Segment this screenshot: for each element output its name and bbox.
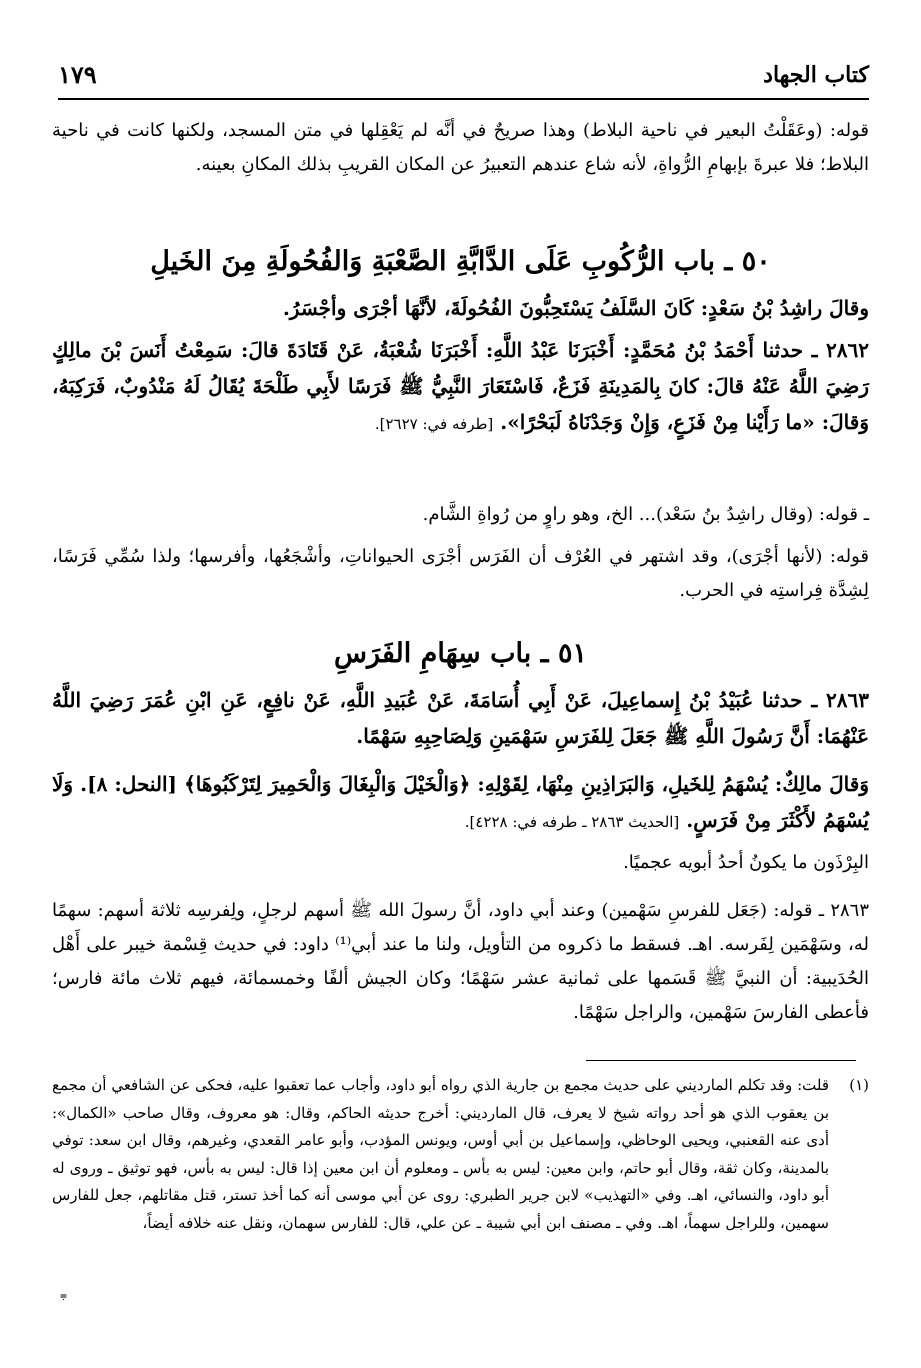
malik-text: وَقالَ مالِكٌ: يُسْهَمُ لِلخَيلِ، وَالبَرَاذِينِ مِنْهَا، لِقَوْلِهِ: ﴿وَالْخَيْلَ وَالْبِغَالَ وَالْحَمِيرَ لِتَرْكَبُوهَا﴾ [النحل: ٨]. وَلَا يُسْهَمُ لأَكْثَرَ مِنْ فَرَسٍ. (52, 772, 869, 832)
malik-statement (52, 766, 869, 840)
birdhawn-note: البِرْذَون ما يكونُ أحدُ أبويه عجميًا. (623, 852, 869, 873)
continuation-mark-icon: ⩦ (60, 1288, 68, 1302)
commentary-2863: ٢٨٦٣ ـ قوله: (جَعَل للفرسِ سَهْمين) وعند أبي داود، أنَّ رسولَ الله ﷺ أسهم لرجلٍ، ولِفرسِه ثلاثة أسهم: سهمًا له، وسَهْمَين لِفَرسه. اهـ. فسقط ما ذكروه من التأويل، ولنا ما عند أبي⁽¹⁾ داود: في حديث قِسْمة خيبر على أَهْل الحُدَيبية: أن النبيَّ ﷺ قَسَمها على ثمانية عشر سَهْمًا؛ وكان الجيش ألفًا وخمسمائة، فيهم ثلاث مائة فارس؛ فأعطى الفارسَ سَهْمين، والراجل سَهْمًا. (52, 900, 869, 1023)
hadith-2862 (52, 332, 869, 442)
hadith-2863: ٢٨٦٣ ـ حدثنا عُبَيْدُ بْنُ إِسماعِيلَ، عَنْ أَبِي أُسَامَةَ، عَنْ عُبَيدِ اللَّهِ، عَنْ نافِعٍ، عَنِ ابْنِ عُمَرَ رَضِيَ اللَّهُ عَنْهُمَا: أَنَّ رَسُولَ اللَّهِ ﷺ جَعَلَ لِلفَرَسِ سَهْمَينِ وَلِصَاحِبِهِ سَهْمًا. (52, 688, 869, 748)
footnote-separator (586, 1060, 856, 1061)
chapter-51-heading: ٥١ ـ باب سِهَامِ الفَرَسِ (334, 638, 587, 669)
footnote-1 (52, 1072, 869, 1237)
footnote-text: قلت: وقد تكلم المارديني على حديث مجمع بن جارية الذي رواه أبو داود، وأجاب عما تعقبوا عليه، فحكى عن الشافعي أن مجمع بن يعقوب الذي هو أحد رواته شيخ لا يعرف، قال المارديني: أخرج حديثه الحاكم، وقال: هو معروف، وقال صاحب «الكمال»: أدى عنه القعنبي، ويحيى الوحاظي، وإسماعيل بن أبي أوس، ويونس المؤدب، وأبو عامر القعدي، وغيرهم، وقال ابن سعد: توفي بالمدينة، وكان ثقة، وقال أبو حاتم، وابن معين: ليس به بأس ـ ومعلوم أن ابن معين إذا قال: ليس به بأس، فهو توثيق ـ وروى له أبو داود، والنسائي، اهـ. وفي «التهذيب» لابن جرير الطبري: روى عن أبي موسى أنه كما أخذ تستر، قتل مقاتلهم، جعل للفارس سهمين، وللراجل سهماً، اهـ. وفي ـ مصنف ابن أبي شيبة ـ عن علي، قال: للفارس سهمان، ونقل عنه خلافه أيضاً، (52, 1076, 829, 1232)
comment-ajra: قوله: (لأنها أجْرَى)، وقد اشتهر في العُرْف أن الفَرَس أجْرَى الحيواناتِ، وأشْجَعُها، وأفرسها؛ ولذا سُمِّي فَرَسًا، لِشِدَّة فِراستِه في الحرب. (52, 546, 869, 601)
comment-rashid: ـ قوله: (وقال راشِدُ بنُ سَعْد)... الخ، وهو راوٍ من رُواةِ الشَّام. (422, 504, 869, 525)
book-title: كتاب الجهاد (763, 62, 869, 88)
intro-commentary: قوله: (وعَقَلْتُ البعير في ناحية البلاط) وهذا صريحٌ في أنَّه لم يَعْقِلها في متن المسجد، ولكنها كانت في ناحية البلاط؛ فلا عبرةَ بإبهامِ الرُّواةِ، لأنه شاع عندهم التعبيرُ عن المكان القريبِ بذلك المكانِ بعينه. (52, 120, 869, 175)
hadith-2862-ref: [طرفه في: ٢٦٢٧]. (374, 415, 494, 433)
malik-ref: [الحديث ٢٨٦٣ ـ طرفه في: ٤٢٢٨]. (464, 813, 680, 831)
chapter-50-heading: ٥٠ ـ باب الرُّكُوبِ عَلَى الدَّابَّةِ الصَّعْبَةِ وَالفُحُولَةِ مِنَ الخَيلِ (150, 246, 771, 277)
footnote-marker: (١) (849, 1076, 869, 1094)
page-number: ١٧٩ (58, 60, 97, 89)
hadith-2862-text: ٢٨٦٢ ـ حدثنا أَحْمَدُ بْنُ مُحَمَّدٍ: أَخْبَرَنَا عَبْدُ اللَّهِ: أَخْبَرَنَا شُعْبَةُ، عَنْ قَتَادَةَ قالَ: سَمِعْتُ أَنَسَ بْنَ مالِكٍ رَضِيَ اللَّهُ عَنْهُ قالَ: كانَ بِالمَدِينَةِ فَزَعٌ، فَاسْتَعَارَ النَّبِيُّ ﷺ فَرَسًا لأَبِي طَلْحَةَ يُقَالُ لَهُ مَنْدُوبٌ، فَرَكِبَهُ، وَقالَ: «ما رَأَيْنا مِنْ فَزَعٍ، وَإِنْ وَجَدْنَاهُ لَبَحْرًا». (52, 338, 869, 434)
chapter-50-athar: وقالَ راشِدُ بْنُ سَعْدٍ: كَانَ السَّلَفُ يَسْتَحِبُّونَ الفُحُولَةَ، لأنَّهَا أجْرَى وأجْسَرُ. (282, 296, 869, 320)
running-header (58, 58, 869, 100)
